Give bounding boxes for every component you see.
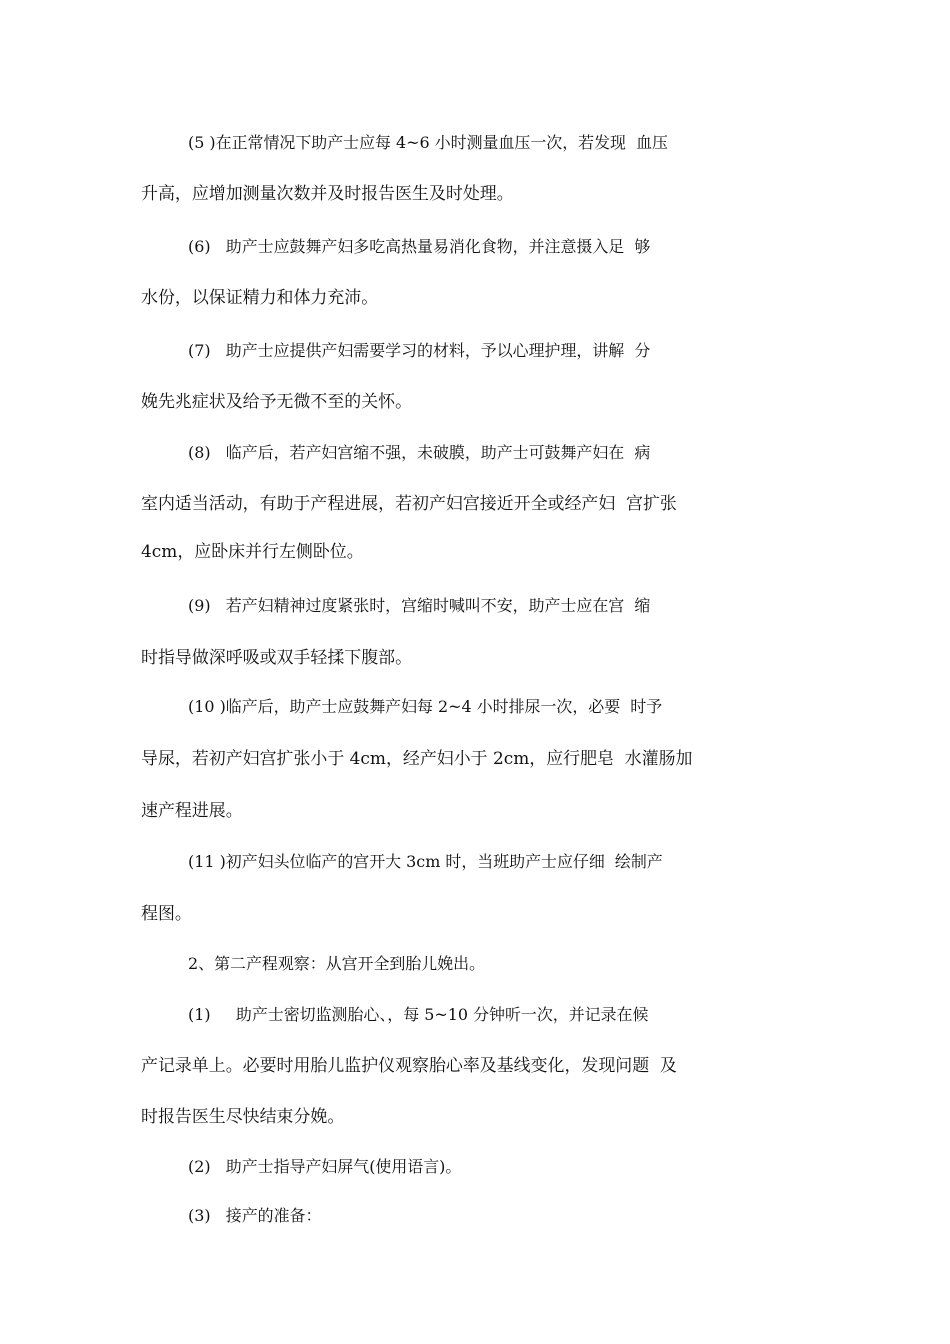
text-line: (10 )临产后，助产士应鼓舞产妇每 2~4 小时排尿一次，必要 时予 <box>188 697 663 716</box>
text-line: (1) 助产士密切监测胎心、，每 5~10 分钟听一次，并记录在候 <box>188 1005 649 1024</box>
text-line: (7) 助产士应提供产妇需要学习的材料，予以心理护理，讲解 分 <box>188 341 651 360</box>
text-line: 产记录单上。必要时用胎儿监护仪观察胎心率及基线变化，发现问题 及 <box>141 1055 677 1075</box>
text-line: 2、第二产程观察：从宫开全到胎儿娩出。 <box>188 954 486 973</box>
text-line: 导尿，若初产妇宫扩张小于 4cm，经产妇小于 2cm，应行肥皂 水灌肠加 <box>141 748 693 768</box>
text-line: 时报告医生尽快结束分娩。 <box>141 1106 345 1126</box>
text-line: (3) 接产的准备： <box>188 1206 322 1225</box>
text-line: (5 )在正常情况下助产士应每 4~6 小时测量血压一次，若发现 血压 <box>188 133 668 152</box>
text-line: 升高，应增加测量次数并及时报告医生及时处理。 <box>141 183 514 203</box>
text-line: (9) 若产妇精神过度紧张时，宫缩时喊叫不安，助产士应在宫 缩 <box>188 596 651 615</box>
text-line: 速产程进展。 <box>141 800 243 820</box>
text-line: (2) 助产士指导产妇屏气(使用语言)。 <box>188 1157 462 1176</box>
text-line: (6) 助产士应鼓舞产妇多吃高热量易消化食物，并注意摄入足 够 <box>188 237 651 256</box>
text-line: 娩先兆症状及给予无微不至的关怀。 <box>141 391 412 411</box>
text-line: 室内适当活动，有助于产程进展，若初产妇宫接近开全或经产妇 宫扩张 <box>141 493 677 513</box>
text-line: 4cm，应卧床并行左侧卧位。 <box>141 541 364 561</box>
text-line: 程图。 <box>141 903 192 923</box>
text-line: (8) 临产后，若产妇宫缩不强，未破膜，助产士可鼓舞产妇在 病 <box>188 443 651 462</box>
text-line: 水份，以保证精力和体力充沛。 <box>141 287 379 307</box>
text-line: 时指导做深呼吸或双手轻揉下腹部。 <box>141 647 412 667</box>
text-line: (11 )初产妇头位临产的宫开大 3cm 时，当班助产士应仔细 绘制产 <box>188 852 663 871</box>
